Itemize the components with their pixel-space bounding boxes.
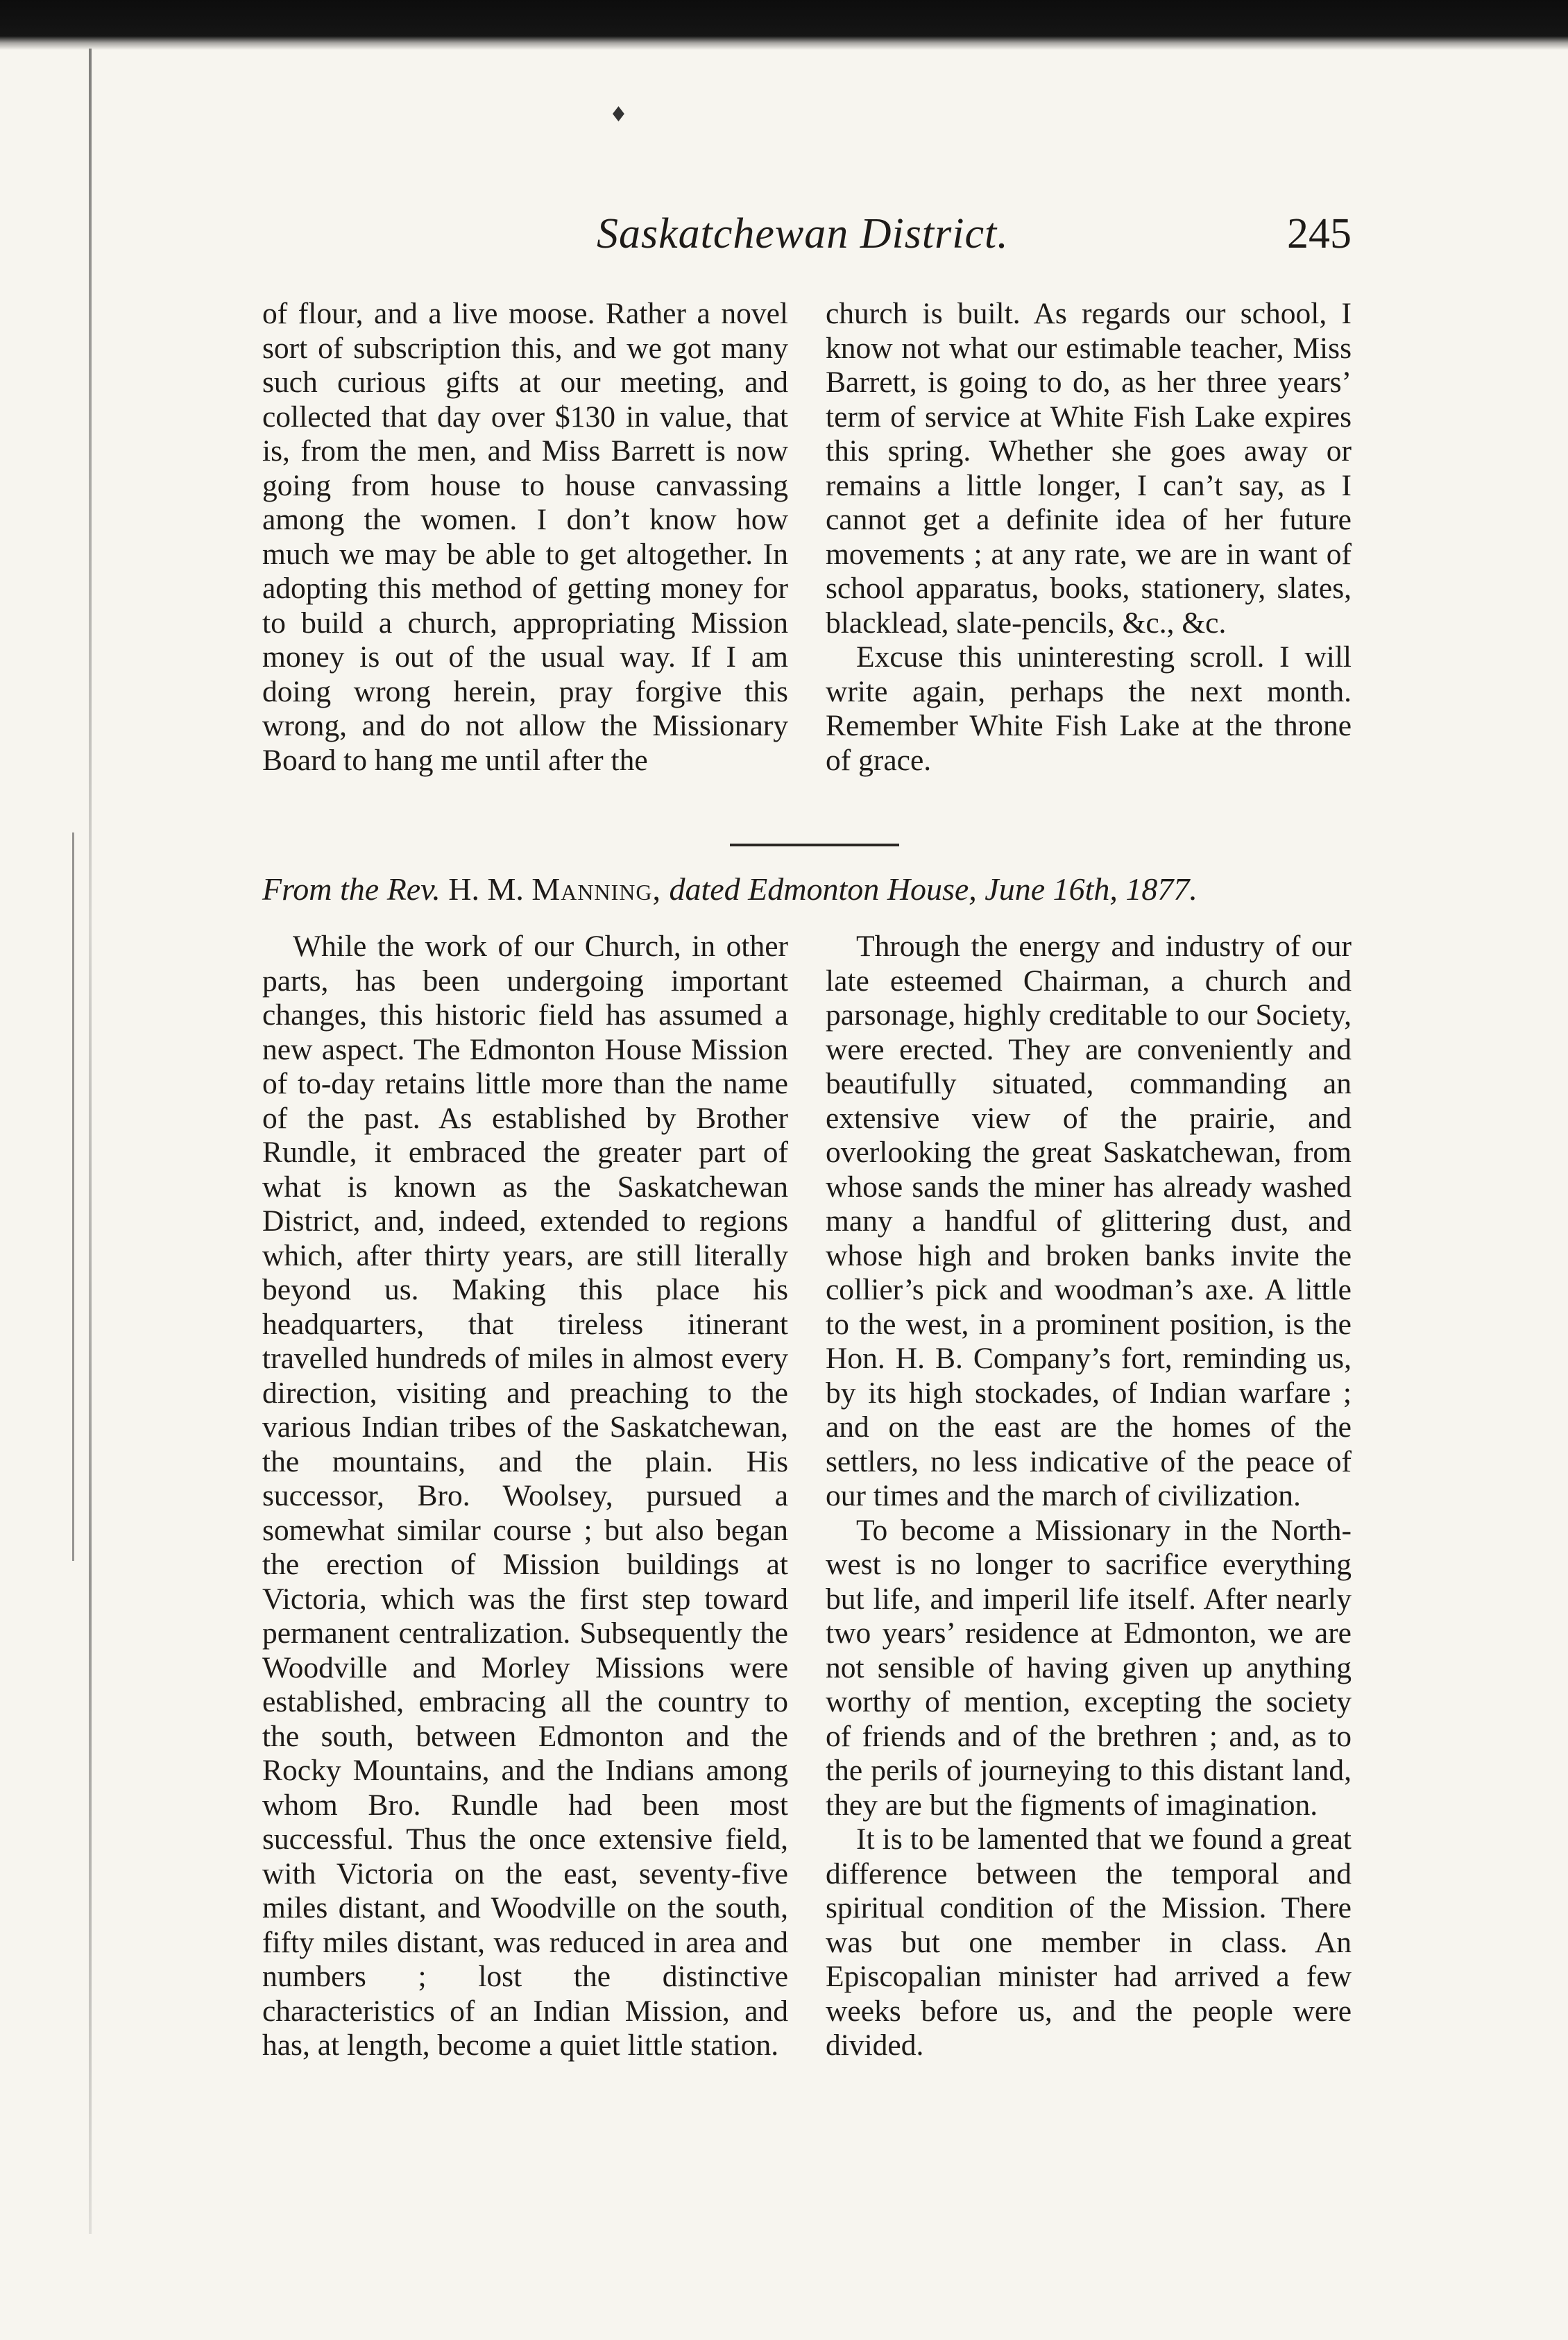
scan-left-edge	[89, 49, 92, 2234]
page-number: 245	[1287, 210, 1352, 257]
letter-dateline	[262, 869, 1352, 910]
dateline-surname: Manning,	[531, 871, 661, 907]
letter1-column-right	[826, 297, 1352, 778]
scan-left-edge-secondary	[72, 832, 74, 1561]
letter2-column-right	[826, 930, 1352, 2063]
dateline-initials: H. M.	[448, 871, 524, 907]
paragraph: While the work of our Church, in other parts, has been undergoing important changes, this historic field has assumed a new aspect. The Edmonton House Mission of to-day retains little more than the name of the past. As established by Brother Rundle, it embraced the greater part of what is known as the Saskatchewan District, and, indeed, extended to regions which, after thirty years, are still literally beyond us. Making this place his headquarters, that tireless itinerant travelled hundreds of miles in almost every direction, visiting and preaching to the various Indian tribes of the Saskatchewan, the mountains, and the plain. His successor, Bro. Woolsey, pursued a somewhat similar course ; but also began the erection of Mission buildings at Victoria, which was the first step toward permanent centralization. Subsequently the Woodville and Morley Missions were established, embracing all the country to the south, between Edmonton and the Rocky Mountains, and the Indians among whom Bro. Rundle had been most successful. Thus the once extensive field, with Victoria on the east, seventy-five miles distant, and Woodville on the south, fifty miles distant, was reduced in area and numbers ; lost the distinctive characteristics of an Indian Mission, and has, at length, become a quiet little station.	[262, 930, 788, 2062]
paragraph: To become a Missionary in the North-west is no longer to sacrifice everything but life, and imperil life itself. After nearly two years’ residence at Edmonton, we are not sensible of having given up anything worthy of mention, excepting the society of friends and of the brethren ; and, as to the perils of journeying to this distant land, they are but the figments of imagination.	[826, 1513, 1352, 1822]
scan-top-edge	[0, 0, 1568, 50]
ornament-diamond: ♦	[609, 103, 628, 127]
section-divider	[730, 844, 899, 846]
paragraph: It is to be lamented that we found a great difference between the temporal and spiritual condition of the Mission. There was but one member in class. An Episcopalian minister had arrived a few weeks before us, and the people were divided.	[826, 1822, 1352, 2062]
paragraph: Through the energy and industry of our late esteemed Chairman, a church and parsonage, highly creditable to our Society, were erected. They are conveniently and beautifully situated, commanding an extensive view of the prairie, and overlooking the great Saskatchewan, from whose sands the miner has already washed many a handful of glittering dust, and whose high and broken banks invite the collier’s pick and woodman’s axe. A little to the west, in a prominent position, is the Hon. H. B. Company’s fort, reminding us, by its high stockades, of Indian warfare ; and on the east are the homes of the settlers, no less indicative of the peace of our times and the march of civilization.	[826, 930, 1352, 1512]
dateline-suffix: dated Edmonton House, June 16th, 1877.	[669, 871, 1198, 907]
paragraph: of flour, and a live moose. Rather a novel sort of subscription this, and we got many such curious gifts at our meeting, and collected that day over $130 in value, that is, from the men, and Miss Barrett is now going from house to house canvassing among the women. I don’t know how much we may be able to get altogether. In adopting this method of getting money for to build a church, appropriating Mission money is out of the usual way. If I am doing wrong herein, pray forgive this wrong, and do not allow the Missionary Board to hang me until after the	[262, 297, 788, 777]
paragraph: church is built. As regards our school, I know not what our estimable teacher, Miss Barrett, is going to do, as her three years’ term of service at White Fish Lake expires this spring. Whether she goes away or remains a little longer, I can’t say, as I cannot get a definite idea of her future movements ; at any rate, we are in want of school apparatus, books, stationery, slates, blacklead, slate-pencils, &c., &c.	[826, 297, 1352, 640]
running-title: Saskatchewan District.	[597, 210, 1009, 257]
dateline-prefix: From the Rev.	[262, 871, 441, 907]
letter1-column-left	[262, 297, 788, 778]
letter2-column-left	[262, 930, 788, 2063]
paragraph: Excuse this uninteresting scroll. I will write again, perhaps the next month. Remember White Fish Lake at the throne of grace.	[826, 640, 1352, 777]
